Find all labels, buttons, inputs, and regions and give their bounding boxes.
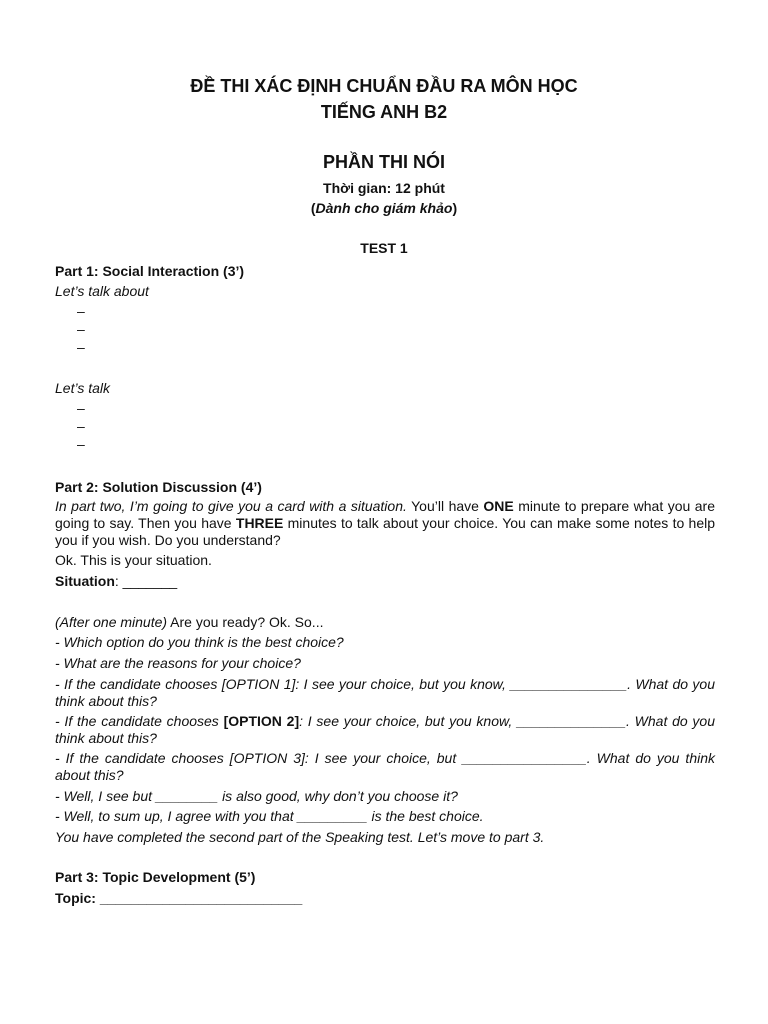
q4-text: - If the candidate chooses xyxy=(55,713,224,729)
document-subtitle: TIẾNG ANH B2 xyxy=(320,102,448,122)
part3-topic: Topic: __________________________ xyxy=(55,890,303,906)
part1-dash: – xyxy=(77,303,85,319)
part2-intro-text: minutes to talk about your choice. You can make some notes to help you if you wish. Do you understand? xyxy=(55,515,715,548)
part2-question: - Well, I see but ________ is also good, why don’t you choose it? xyxy=(55,788,458,804)
part1-dash: – xyxy=(77,321,85,337)
part2-question xyxy=(55,713,715,747)
part2-question: - If the candidate chooses [OPTION 3]: I see your choice, but ________________. What do you think about this? xyxy=(55,750,715,783)
part2-question: - What are the reasons for your choice? xyxy=(55,655,301,671)
q4-text: : I see your choice, but you know, ______________. What do you think about this? xyxy=(55,713,715,746)
note-text: Dành cho giám khảo xyxy=(315,200,453,216)
part1-prompt-a: Let’s talk about xyxy=(55,283,149,299)
examiner-note xyxy=(0,200,768,216)
part2-heading: Part 2: Solution Discussion (4’) xyxy=(55,479,262,495)
time-allowed: Thời gian: 12 phút xyxy=(323,180,445,196)
note-close-paren: ) xyxy=(452,200,458,216)
part1-dash: – xyxy=(77,436,85,452)
part2-intro-one: ONE xyxy=(483,498,514,514)
section-title: PHẦN THI NÓI xyxy=(322,152,445,172)
situation-label: Situation xyxy=(55,573,115,589)
part2-closing: You have completed the second part of the Speaking test. Let’s move to part 3. xyxy=(55,829,545,845)
part1-heading: Part 1: Social Interaction (3’) xyxy=(55,263,245,279)
part2-question: - Which option do you think is the best choice? xyxy=(55,634,344,650)
q4-option: [OPTION 2] xyxy=(223,713,300,729)
part2-intro-text: minute to prepare what you are going to say. Then you have xyxy=(55,498,716,531)
part1-prompt-b: Let’s talk xyxy=(55,380,110,396)
part1-dash: – xyxy=(77,339,85,355)
part2-question: - Well, to sum up, I agree with you that _________ is the best choice. xyxy=(55,808,484,824)
part2-after-minute xyxy=(55,614,715,631)
situation-blank: : _______ xyxy=(114,573,178,589)
part2-question: - If the candidate chooses [OPTION 1]: I see your choice, but you know, _______________. What do you think about this? xyxy=(55,676,715,709)
part2-intro xyxy=(55,498,715,549)
part2-intro-text: You’ll have xyxy=(406,498,484,514)
test-label: TEST 1 xyxy=(360,240,408,256)
part2-intro-three: THREE xyxy=(235,515,284,531)
part1-dash: – xyxy=(77,418,85,434)
part2-situation xyxy=(55,573,715,590)
after-minute-italic: (After one minute) xyxy=(55,614,168,630)
part2-ok-line: Ok. This is your situation. xyxy=(55,552,212,568)
note-open-paren: ( xyxy=(310,200,316,216)
after-minute-text: Are you ready? Ok. So... xyxy=(167,614,324,630)
part2-intro-italic: In part two, I’m going to give you a card with a situation. xyxy=(55,498,407,514)
part3-heading: Part 3: Topic Development (5’) xyxy=(55,869,256,885)
part1-dash: – xyxy=(77,400,85,416)
document-title: ĐỀ THI XÁC ĐỊNH CHUẨN ĐẦU RA MÔN HỌC xyxy=(190,76,578,96)
